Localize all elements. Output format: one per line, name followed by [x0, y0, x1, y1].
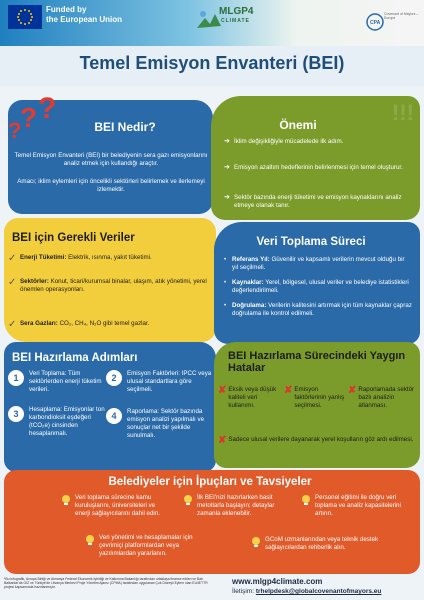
page-title: Temel Emisyon Envanteri (BEI) [79, 53, 345, 73]
checkmark-icon: ✓ [8, 253, 17, 264]
onemi-item: ➔ Sektör bazında enerji tüketimi ve emisyon kaynaklarını analiz etmeye olanak tanır. [224, 194, 402, 209]
surec-item: • Kaynaklar: Yerel, bölgesel, ulusal veriler ve belediye istatistikleri değerlendirilmeli. [224, 279, 409, 294]
lightbulb-icon [250, 536, 262, 548]
veriler-item: ✓ Sera Gazları: CO₂, CH₄, N₂O gibi temel gazlar. [8, 319, 150, 330]
tip-item: Veri toplama sürecine kamu kuruluşlarını, üniversiteleri ve enerji sağlayıcılarını dahil edin. [60, 494, 170, 518]
veriler-item: ✓ Enerji Tüketimi: Elektrik, ısınma, yakıt tüketimi. [8, 253, 152, 264]
step-item: 1 Veri Toplama: Tüm sektörlerden enerji tüketim verileri. [8, 370, 108, 394]
veriler-item: ✓ Sektörler: Konut, ticari/kurumsal binalar, ulaşım, atık yönetimi, yerel önemlen operasyonları. [8, 277, 207, 293]
step-number: 2 [106, 370, 122, 386]
bei-nedir-text: Temel Emisyon Envanteri (BEI) bir belediyenin sera gazı emisyonlarını analiz etmek için kullandığı araçtır. [14, 152, 208, 167]
footer-disclaimer: *Bu infografik, Avrupa Birliği ve Almanya Federal Ekonomik İşbirliği ve Kalkınma Bakanlığı tarafından ortaklaşa finanse edilen ve Batı Balkanlar'da GIZ ve Türkiye'de Litvanya Merkezi Proje Yönetim Ajansı (CPMA) tarafından uygulanan Çok Düzeyli Eylem olan EU4ETTR projesi kapsamında hazırlanmıştır. [4, 577, 208, 589]
onemi-heading: Önemi [279, 118, 317, 132]
tip-item: Personel eğitimi ile doğru veri toplama ve analiz kapasitelerini artırın. [300, 494, 414, 518]
email-link[interactable]: trhelpdesk@globalcovenantofmayors.eu [255, 588, 382, 595]
cross-icon: ✘ [348, 385, 357, 396]
arrow-right-icon: ➔ [224, 138, 230, 145]
tip-item: Veri yönetimi ve hesaplamalar için çevrimiçi platformlardan veya yazılımlardan yararlanın. [84, 534, 214, 558]
step-item: 3 Hesaplama: Emisyonlar ton karbondioksit eşdeğeri (tCO₂e) cinsinden hesaplanmalı. [8, 406, 108, 438]
step-item: 4 Raporlama: Sektör bazında emisyon analizi yapılmalı ve sonuçlar net bir şekilde sunulmalı. [106, 408, 212, 440]
lightbulb-icon [300, 494, 312, 506]
tip-item: İlk BEI'nizi hazırlarken basit metotlarla başlayın; detaylar zamanla eklenebilir. [182, 494, 288, 518]
onemi-item: ➔ Emisyon azaltım hedeflerinin belirlenmesi için temel oluşturur. [224, 164, 403, 171]
lightbulb-icon [60, 494, 72, 506]
hata-item: ✘ Emisyon faktörlerinin yanlış seçilmesi. [284, 385, 345, 409]
hata-item: ✘ Raporlamada sektör bazlı analizin atlanması. [348, 385, 415, 409]
bei-nedir-heading: BEI Nedir? [94, 120, 156, 134]
tip-item: GCoM uzmanlarından veya teknik destek sağlayıcılardan rehberlik alın. [250, 536, 380, 552]
hazirlama-adimlari-heading: BEI Hazırlama Adımları [12, 352, 138, 364]
website-link[interactable]: www.mlgp4climate.com [232, 577, 323, 586]
mlgp4-subtitle: CLIMATE [221, 18, 250, 24]
checkmark-icon: ✓ [8, 319, 17, 330]
cross-icon: ✘ [218, 385, 227, 396]
onemi-item: ➔ İklim değişikliğiyle mücadelede ilk adım. [224, 138, 344, 145]
hata-item: ✘ Sadece ulusal verilere dayanarak yerel koşulların göz ardı edilmesi. [218, 435, 414, 446]
question-mark-icon: ? [8, 118, 22, 143]
bei-nedir-purpose: Amacı; iklim eylemleri için öncelikli sektörleri belirlemek ve ilerlemeyi izlemektir. [17, 178, 205, 193]
yaygin-hatalar-heading: BEI Hazırlama Sürecindeki Yaygın Hatalar [228, 350, 406, 374]
mlgp4-title: MLGP4 [219, 6, 254, 17]
contact-email: İletişim: trhelpdesk@globalcovenantofmayors.eu [232, 588, 382, 595]
surec-item: • Doğrulama: Verilerin kalitesini artırmak için tüm kaynaklar çapraz doğrulama ile kontrol edilmeli. [224, 302, 412, 317]
checkmark-icon: ✓ [8, 277, 17, 288]
veri-toplama-heading: Veri Toplama Süreci [256, 236, 366, 248]
cross-icon: ✘ [284, 385, 293, 396]
hata-item: ✘ Eksik veya düşük kaliteli veri kullanımı. [218, 385, 277, 409]
eu-flag-logo [8, 5, 42, 29]
arrow-right-icon: ➔ [224, 164, 230, 171]
funded-by-eu-text: Funded by the European Union [46, 5, 122, 24]
cross-icon: ✘ [218, 435, 227, 446]
question-mark-icon: ? [20, 102, 38, 133]
step-number: 4 [106, 408, 122, 424]
step-number: 1 [8, 370, 24, 386]
exclamation-icon: !!! [392, 100, 414, 125]
surec-item: • Referans Yıl: Güvenilir ve kapsamlı verilerin mevcut olduğu bir yıl seçilmeli. [224, 256, 405, 271]
arrow-right-icon: ➔ [224, 194, 230, 201]
svg-text:CPA: CPA [370, 20, 381, 26]
gerekli-veriler-heading: BEI için Gerekli Veriler [12, 232, 135, 244]
step-number: 3 [8, 406, 24, 422]
cpma-logo-text: Covenant of Mayors – Europe [384, 12, 419, 20]
question-mark-icon: ? [38, 92, 57, 125]
lightbulb-icon [182, 494, 194, 506]
step-item: 2 Emisyon Faktörleri: IPCC veya ulusal standartlara göre seçilmeli. [106, 370, 212, 394]
ipuclari-heading: Belediyeler için İpuçları ve Tavsiyeler [108, 476, 312, 488]
lightbulb-icon [84, 534, 96, 546]
